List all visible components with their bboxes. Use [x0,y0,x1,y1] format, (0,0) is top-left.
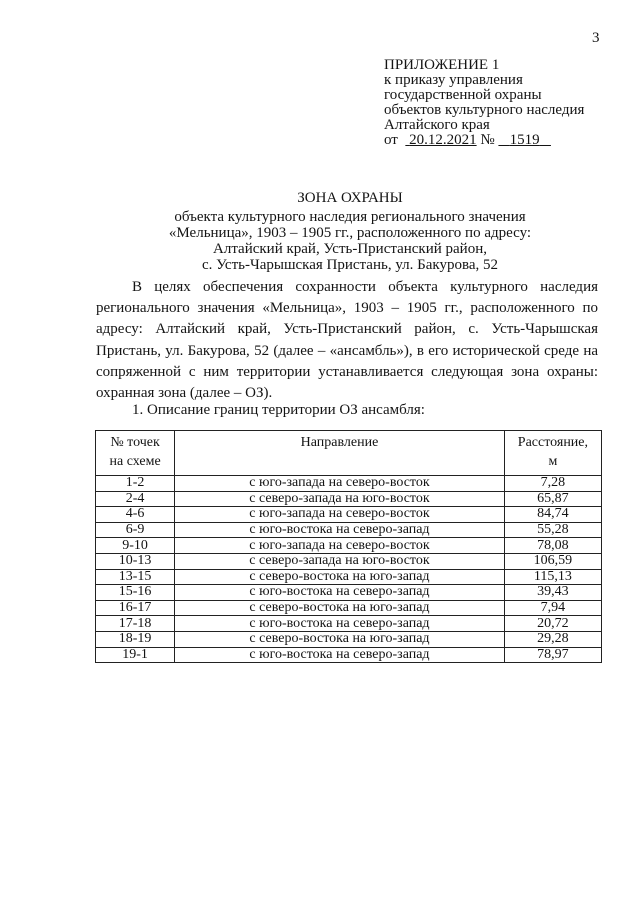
table-row [96,522,602,538]
appendix-line-1: к приказу управления [384,72,523,88]
cell-direction: с юго-востока на северо-запад [175,585,505,601]
cell-distance: 7,28 [504,476,601,492]
table-row [96,616,602,632]
table-row [96,600,602,616]
cell-direction: с северо-востока на юго-запад [175,600,505,616]
cell-point: 15-16 [96,585,175,601]
cell-point: 13-15 [96,569,175,585]
title-line-2: «Мельница», 1903 – 1905 гг., расположенного по адресу: [168,225,532,241]
cell-direction: с северо-запада на юго-восток [175,553,505,569]
cell-distance: 115,13 [504,569,601,585]
header-distance-line-2: м [548,454,558,469]
table-row [96,585,602,601]
cell-distance: 39,43 [504,585,601,601]
order-date [405,132,476,148]
section-heading: 1. Описание границ территории ОЗ ансамбля: [132,402,425,418]
intro-paragraph: В целях обеспечения сохранности объекта культурного наследия регионального значения «Мельница», 1903 – 1905 гг., расположенного по адресу: Алтайский край, Усть-Пристанский район, с. Усть-Чарышская Пристань, ул. Бакурова, 52 (далее – «ансамбль»), в его исторической среде на сопряженной с ним территории устанавливается следующая зона охраны: охранная зона (далее – ОЗ). [96,279,598,402]
cell-point: 16-17 [96,600,175,616]
table-row [96,553,602,569]
header-direction: Направление [175,431,505,476]
cell-point: 18-19 [96,631,175,647]
cell-distance: 106,59 [504,553,601,569]
appendix-block [384,58,634,148]
cell-point: 4-6 [96,507,175,523]
cell-point: 6-9 [96,522,175,538]
appendix-line-3: объектов культурного наследия [384,102,585,118]
order-number [498,132,551,148]
number-prefix: № [480,132,495,148]
cell-point: 17-18 [96,616,175,632]
order-number-value: 1519 [509,132,540,148]
header-distance-line-1: Расстояние, [517,435,589,450]
header-distance [504,431,601,476]
appendix-title: ПРИЛОЖЕНИЕ 1 [384,57,500,73]
appendix-date-line [384,133,634,148]
table-row [96,507,602,523]
appendix-line-2: государственной охраны [384,87,542,103]
cell-distance: 20,72 [504,616,601,632]
date-prefix: от [384,132,398,148]
cell-direction: с северо-востока на юго-запад [175,631,505,647]
cell-distance: 84,74 [504,507,601,523]
appendix-line-4: Алтайского края [384,117,490,133]
table-row [96,631,602,647]
title-line-1: объекта культурного наследия регионального значения [174,209,526,225]
table-header-row [96,431,602,476]
title-heading: ЗОНА ОХРАНЫ [297,190,403,206]
cell-point: 1-2 [96,476,175,492]
document-title [100,190,600,273]
table-row [96,538,602,554]
header-point-line-1: № точек [110,435,160,450]
cell-distance: 29,28 [504,631,601,647]
cell-point: 10-13 [96,553,175,569]
page-number: 3 [592,30,600,46]
cell-direction: с юго-востока на северо-запад [175,647,505,663]
cell-direction: с северо-запада на юго-восток [175,491,505,507]
cell-direction: с юго-запада на северо-восток [175,507,505,523]
boundary-table [95,430,602,663]
order-date-value: 20.12.2021 [409,132,477,148]
cell-direction: с северо-востока на юго-запад [175,569,505,585]
cell-point: 19-1 [96,647,175,663]
cell-point: 9-10 [96,538,175,554]
title-line-3: Алтайский край, Усть-Пристанский район, [213,241,487,257]
cell-distance: 65,87 [504,491,601,507]
header-point [96,431,175,476]
cell-direction: с юго-востока на северо-запад [175,616,505,632]
cell-distance: 78,08 [504,538,601,554]
cell-direction: с юго-запада на северо-восток [175,538,505,554]
cell-direction: с юго-запада на северо-восток [175,476,505,492]
header-point-line-2: на схеме [109,454,161,469]
cell-point: 2-4 [96,491,175,507]
cell-distance: 55,28 [504,522,601,538]
cell-distance: 7,94 [504,600,601,616]
title-line-4: с. Усть-Чарышская Пристань, ул. Бакурова, 52 [201,257,499,273]
table-row [96,491,602,507]
cell-direction: с юго-востока на северо-запад [175,522,505,538]
cell-distance: 78,97 [504,647,601,663]
table-row [96,476,602,492]
table-row [96,569,602,585]
table-row [96,647,602,663]
